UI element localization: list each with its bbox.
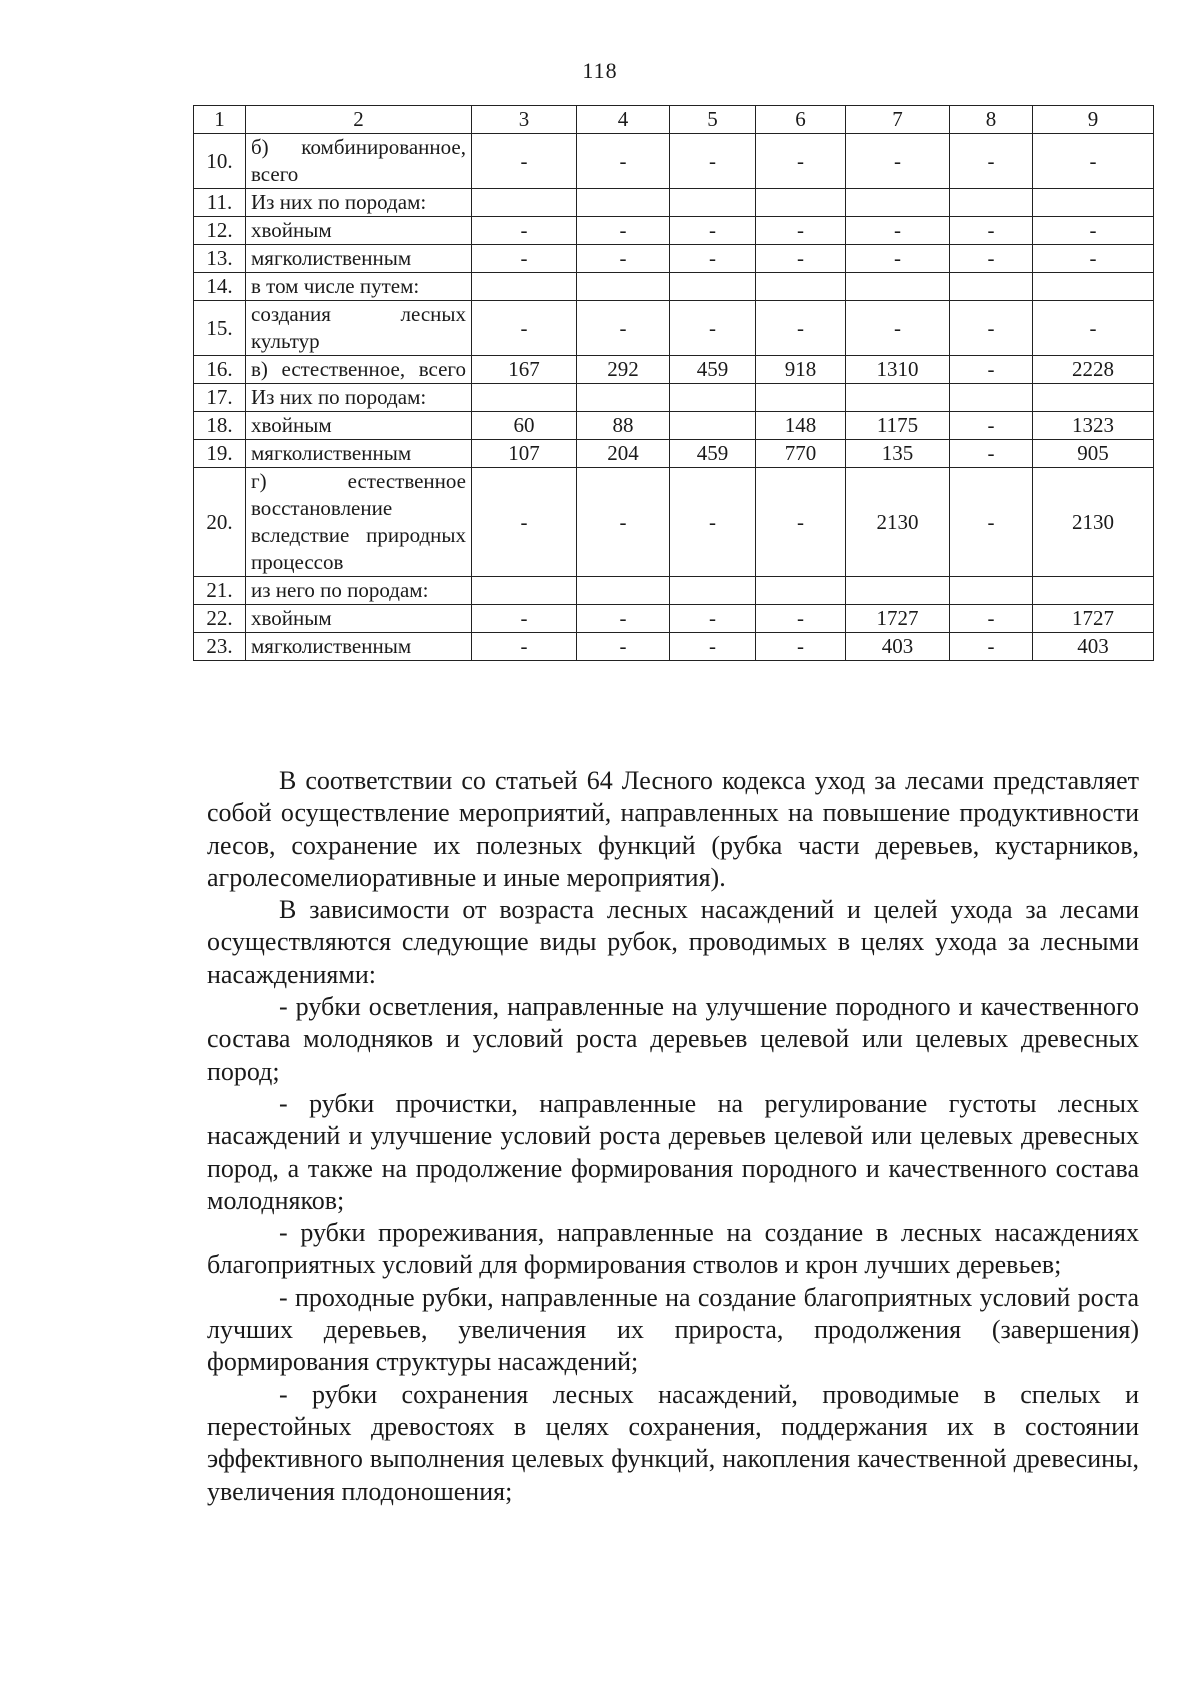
row-label: в) естественное, всего — [246, 356, 472, 384]
table-row — [194, 468, 1154, 577]
table-row — [194, 217, 1154, 245]
table-cell — [1033, 577, 1154, 605]
table-cell: - — [670, 301, 756, 356]
table-cell — [846, 273, 950, 301]
table-cell: - — [472, 301, 577, 356]
table-cell — [670, 412, 756, 440]
table-cell: - — [577, 245, 670, 273]
table-cell: - — [950, 356, 1033, 384]
row-number: 15. — [194, 301, 246, 356]
row-number: 21. — [194, 577, 246, 605]
table-cell: - — [950, 245, 1033, 273]
table-cell: - — [950, 633, 1033, 661]
table-cell: 403 — [1033, 633, 1154, 661]
table-cell — [846, 577, 950, 605]
table-cell: 1175 — [846, 412, 950, 440]
table-row — [194, 273, 1154, 301]
table-row — [194, 633, 1154, 661]
table-cell — [670, 577, 756, 605]
row-label: Из них по породам: — [246, 384, 472, 412]
paragraph: - рубки прочистки, направленные на регулирование густоты лесных насаждений и улучшение условий роста деревьев целевой или целевых древесных пород, а также на продолжение формирования породного и качественного состава молодняков; — [207, 1088, 1139, 1215]
table-cell: - — [756, 217, 846, 245]
table-cell — [577, 384, 670, 412]
table-cell: - — [756, 301, 846, 356]
table-cell: - — [950, 217, 1033, 245]
table-cell — [472, 577, 577, 605]
paragraph: В соответствии со статьей 64 Лесного кодекса уход за лесами представляет собой осуществление мероприятий, направленных на повышение продуктивности лесов, сохранение их полезных функций (рубка части деревьев, кустарников, агролесомелиоративные и иные мероприятия). — [207, 766, 1139, 892]
table-cell: - — [846, 301, 950, 356]
column-header: 3 — [472, 106, 577, 134]
table-cell: 1727 — [1033, 605, 1154, 633]
table-cell: - — [950, 440, 1033, 468]
column-header: 8 — [950, 106, 1033, 134]
row-number: 19. — [194, 440, 246, 468]
table-cell: 60 — [472, 412, 577, 440]
row-label: Из них по породам: — [246, 189, 472, 217]
table-cell: - — [577, 217, 670, 245]
row-number: 20. — [194, 468, 246, 577]
table-cell — [670, 189, 756, 217]
table-cell: - — [472, 605, 577, 633]
row-number: 14. — [194, 273, 246, 301]
table-cell: - — [846, 245, 950, 273]
forest-data-table — [193, 105, 1154, 661]
table-cell: - — [577, 301, 670, 356]
table-cell: - — [472, 245, 577, 273]
table-row — [194, 301, 1154, 356]
row-number: 13. — [194, 245, 246, 273]
column-header: 2 — [246, 106, 472, 134]
table-cell: 2228 — [1033, 356, 1154, 384]
row-label: мягколиственным — [246, 440, 472, 468]
table-cell: - — [577, 633, 670, 661]
column-header: 5 — [670, 106, 756, 134]
row-label: г) естественное восстановление вследствие природных процессов — [246, 468, 472, 577]
table-cell: - — [756, 605, 846, 633]
table-cell: 1323 — [1033, 412, 1154, 440]
table-cell — [577, 577, 670, 605]
table-row — [194, 245, 1154, 273]
table-cell: 770 — [756, 440, 846, 468]
table-cell — [950, 189, 1033, 217]
table-cell: - — [846, 217, 950, 245]
row-label: создания лесных культур — [246, 301, 472, 356]
table-cell: - — [950, 134, 1033, 189]
table-cell: - — [950, 468, 1033, 577]
row-number: 11. — [194, 189, 246, 217]
table-row — [194, 134, 1154, 189]
table-cell: 459 — [670, 440, 756, 468]
table-cell: - — [756, 134, 846, 189]
row-label: хвойным — [246, 412, 472, 440]
table-cell: - — [756, 468, 846, 577]
table-cell: - — [472, 633, 577, 661]
table-row — [194, 384, 1154, 412]
table-cell: - — [472, 134, 577, 189]
table-cell: - — [1033, 245, 1154, 273]
row-label: из него по породам: — [246, 577, 472, 605]
row-label: б) комбинированное, всего — [246, 134, 472, 189]
column-header: 9 — [1033, 106, 1154, 134]
table-cell — [756, 273, 846, 301]
table-cell: - — [577, 468, 670, 577]
table-cell: - — [472, 468, 577, 577]
table-cell: - — [577, 605, 670, 633]
table-cell — [1033, 273, 1154, 301]
table-row — [194, 440, 1154, 468]
column-header: 7 — [846, 106, 950, 134]
column-header: 1 — [194, 106, 246, 134]
table-cell — [950, 577, 1033, 605]
table-cell: 2130 — [846, 468, 950, 577]
paragraph: В зависимости от возраста лесных насаждений и целей ухода за лесами осуществляются следующие виды рубок, проводимых в целях ухода за лесными насаждениями: — [207, 895, 1139, 989]
table-cell: - — [756, 633, 846, 661]
table-cell — [472, 384, 577, 412]
table-cell — [846, 189, 950, 217]
table-cell: 1727 — [846, 605, 950, 633]
table-cell: - — [670, 605, 756, 633]
table-cell: 148 — [756, 412, 846, 440]
table-cell: - — [1033, 301, 1154, 356]
table-cell: - — [846, 134, 950, 189]
column-header: 6 — [756, 106, 846, 134]
table-cell — [1033, 189, 1154, 217]
table-cell: 107 — [472, 440, 577, 468]
table-cell — [472, 273, 577, 301]
table-cell: 459 — [670, 356, 756, 384]
row-number: 18. — [194, 412, 246, 440]
table-cell: 403 — [846, 633, 950, 661]
table-cell: - — [1033, 134, 1154, 189]
table-cell: 204 — [577, 440, 670, 468]
table-cell — [756, 384, 846, 412]
column-header: 4 — [577, 106, 670, 134]
row-label: хвойным — [246, 217, 472, 245]
row-number: 17. — [194, 384, 246, 412]
table-cell: 905 — [1033, 440, 1154, 468]
table-cell — [670, 273, 756, 301]
table-cell: - — [670, 633, 756, 661]
table-cell: - — [950, 301, 1033, 356]
row-label: хвойным — [246, 605, 472, 633]
row-number: 23. — [194, 633, 246, 661]
table-cell — [950, 384, 1033, 412]
paragraph: - проходные рубки, направленные на создание благоприятных условий роста лучших деревьев, увеличения их прироста, продолжения (завершения) формирования структуры насаждений; — [207, 1282, 1139, 1377]
table-cell — [670, 384, 756, 412]
paragraph: - рубки осветления, направленные на улучшение породного и качественного состава молодняков и условий роста деревьев целевой или целевых древесных пород; — [207, 992, 1139, 1086]
table-cell — [577, 189, 670, 217]
row-label: мягколиственным — [246, 245, 472, 273]
table-row — [194, 356, 1154, 384]
table-cell: - — [472, 217, 577, 245]
table-cell — [846, 384, 950, 412]
page-number: 118 — [582, 58, 618, 83]
body-text — [207, 765, 1139, 1508]
table-cell: - — [670, 468, 756, 577]
table-cell: 1310 — [846, 356, 950, 384]
table-cell: - — [670, 245, 756, 273]
row-number: 10. — [194, 134, 246, 189]
table-cell — [756, 577, 846, 605]
table-cell — [950, 273, 1033, 301]
table-row — [194, 189, 1154, 217]
table-cell: - — [577, 134, 670, 189]
table-cell: 167 — [472, 356, 577, 384]
table-cell: 292 — [577, 356, 670, 384]
row-number: 12. — [194, 217, 246, 245]
table-row — [194, 412, 1154, 440]
table-row — [194, 577, 1154, 605]
table-cell: 918 — [756, 356, 846, 384]
table-cell: 88 — [577, 412, 670, 440]
table-cell: - — [670, 134, 756, 189]
paragraph: - рубки прореживания, направленные на создание в лесных насаждениях благоприятных условий для формирования стволов и крон лучших деревьев; — [207, 1218, 1139, 1280]
table-header-row — [194, 106, 1154, 134]
paragraph: - рубки сохранения лесных насаждений, проводимые в спелых и перестойных древостоях в целях сохранения, поддержания их в состоянии эффективного выполнения целевых функций, накопления качественной древесины, увеличения плодоношения; — [207, 1379, 1139, 1506]
table-cell: - — [670, 217, 756, 245]
table-row — [194, 605, 1154, 633]
table-cell: - — [950, 605, 1033, 633]
table-cell: 135 — [846, 440, 950, 468]
table-cell — [756, 189, 846, 217]
table-cell: 2130 — [1033, 468, 1154, 577]
table-cell — [472, 189, 577, 217]
table-cell: - — [756, 245, 846, 273]
table-cell: - — [1033, 217, 1154, 245]
table-cell — [1033, 384, 1154, 412]
table-cell — [577, 273, 670, 301]
table-cell: - — [950, 412, 1033, 440]
row-number: 22. — [194, 605, 246, 633]
row-label: мягколиственным — [246, 633, 472, 661]
row-label: в том числе путем: — [246, 273, 472, 301]
row-number: 16. — [194, 356, 246, 384]
